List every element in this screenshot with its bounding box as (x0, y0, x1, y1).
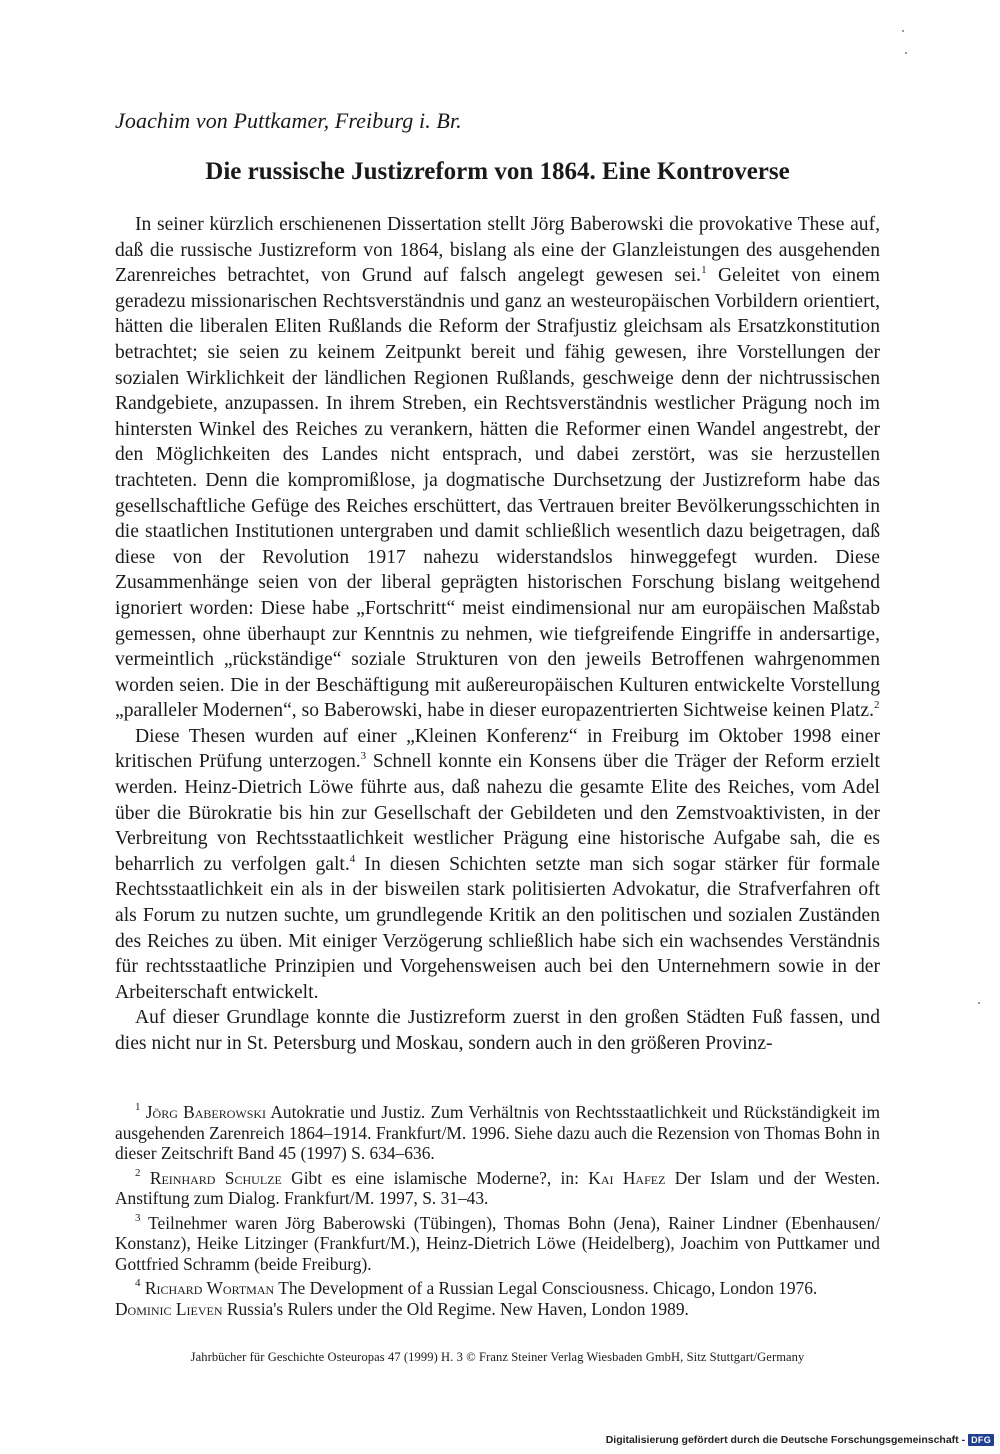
footnote-ref-3: 3 (360, 750, 367, 763)
footnote-1 (115, 1102, 880, 1164)
footnote-2 (115, 1168, 880, 1209)
footnote-author: Reinhard Schulze (149, 1167, 282, 1188)
paragraph-3: Auf dieser Grundlage konnte die Justizreform zuerst in den großen Städten Fuß fassen, und dies nicht nur in St. Petersburg und Moskau, sondern auch in den größeren Provinz- (115, 1007, 880, 1054)
footnote-text-2: Der Islam und der Westen. Anstiftung zum Dialog. Frankfurt/M. 1997, S. 31–43. (115, 1167, 880, 1208)
footnote-number: 4 (135, 1277, 141, 1289)
footnote-text: Gibt es eine islamische Moderne?, in: (281, 1167, 589, 1188)
footnote-author-2: Dominic Lieven (115, 1298, 223, 1319)
article-body (115, 212, 880, 1057)
dfg-logo-icon: DFG (968, 1434, 994, 1446)
scan-speck (978, 1002, 980, 1004)
footnote-text-2: Russia's Rulers under the Old Regime. New Haven, London 1989. (222, 1298, 689, 1319)
paragraph-1-text-a: In seiner kürzlich erschienenen Dissertation stellt Jörg Baberowski die provokative These auf, daß die russische Justizreform von 1864, bislang als eine der Glanzleistungen des ausgehenden Zarenreiches betrachtet, von Grund auf falsch angelegt gewesen sei. (115, 214, 880, 287)
scan-speck (902, 30, 904, 32)
author-line: Joachim von Puttkamer, Freiburg i. Br. (115, 108, 462, 133)
scan-speck (905, 52, 907, 54)
paragraph-1 (115, 212, 880, 724)
footnote-author-2: Kai Hafez (588, 1167, 666, 1188)
footnote-text: Autokratie und Justiz. Zum Verhältnis von Rechtsstaatlichkeit und Rückständigkeit im ausgehenden Zarenreich 1864–1914. Frankfurt/M. 1996. Siehe dazu auch die Rezension von Thomas Bohn in dieser Zeitschrift Band 45 (1997) S. 634–636. (115, 1102, 880, 1163)
footnote-ref-4: 4 (349, 852, 356, 865)
digitization-credit (606, 1434, 994, 1446)
paragraph-2 (115, 724, 880, 1006)
footnotes (115, 1102, 880, 1323)
paragraph-2-text-b: Schnell konnte ein Konsens über die Träger der Reform erzielt werden. Heinz-Dietrich Löwe führte aus, daß nahezu die gesamte Elite des Reiches, vom Adel über die Bürokratie bis hin zur Gesellschaft der Gebildeten und den Zemstvoaktivisten, in der Verbreitung von Rechtsstaatlichkeit westlicher Prägung eine historische Aufgabe sah, die es beharrlich zu verfolgen galt. (115, 751, 880, 875)
digitization-credit-text: Digitalisierung gefördert durch die Deutsche Forschungsgemeinschaft - (605, 1434, 966, 1446)
paragraph-2-text-a: Diese Thesen wurden auf einer „Kleinen Konferenz“ in Freiburg im Oktober 1998 einer kritischen Prüfung unterzogen. (115, 725, 880, 773)
footnote-3 (115, 1213, 880, 1275)
paragraph-1-text-b: Geleitet von einem geradezu missionarischen Rechtsverständnis und ganz an westeuropäischen Vorbildern orientiert, hätten die liberalen Eliten Rußlands die Reform der Strafjustiz gleichsam als Ersatzkonstitution betrachtet; sie seien zu keinem Zeitpunkt bereit und fähig gewesen, ihre Vorstellungen der sozialen Wirklichkeit der ländlichen Regionen Rußlands, geschweige denn der nichtrussischen Randgebiete, anzupassen. In ihrem Streben, ein Rechtsverständnis westlicher Prägung noch im hintersten Winkel des Reiches zu verankern, hätten die Reformer einen Wandel angestrebt, der den Möglichkeiten des Landes nicht entsprach, und dabei zerstört, was sie herzustellen trachteten. Denn die kompromißlose, ja dogmatische Durchsetzung der Justizreform habe das gesellschaftliche Gefüge des Reiches erschüttert, das Vertrauen breiter Bevölkerungsschichten in die staatlichen Institutionen untergraben und damit schließlich wesentlich dazu beigetragen, daß diese von der Revolution 1917 nahezu widerstandslos hinweggefegt wurden. Diese Zusammenhänge seien von der liberal geprägten historischen Forschung bislang weitgehend ignoriert worden: Diese habe „Fortschritt“ meist eindimensional nur am europäischen Maßstab gemessen, ohne überhaupt zur Kenntnis zu nehmen, wie tiefgreifende Eingriffe in andersartige, vermeintlich „rückständige“ soziale Strukturen von den jeweils Betroffenen wahrgenommen worden seien. Die in der Beschäftigung mit außereuropäischen Kulturen entwickelte Vorstellung „paralleler Modernen“, so Baberowski, habe in dieser europazentrierten Sichtweise keinen Platz. (115, 265, 880, 722)
article-title: Die russische Justizreform von 1864. Eine Kontroverse (205, 158, 790, 185)
footnote-author: Richard Wortman (144, 1278, 275, 1298)
journal-footer: Jahrbücher für Geschichte Osteuropas 47 (1999) H. 3 © Franz Steiner Verlag Wiesbaden GmbH, Sitz Stuttgart/Germany (190, 1350, 805, 1364)
footnote-number: 3 (135, 1211, 141, 1224)
footnote-text: Teilnehmer waren Jörg Baberowski (Tübingen), Thomas Bohn (Jena), Rainer Lindner (Ebenhausen/ Konstanz), Heike Litzinger (Frankfurt/M.), Heinz-Dietrich Löwe (Heidelberg), Joachim von Puttkamer und Gottfried Schramm (beide Freiburg). (115, 1212, 880, 1274)
footnote-ref-1: 1 (701, 264, 707, 277)
paragraph-2-text-c: In diesen Schichten setzte man sich sogar stärker für formale Rechtsstaatlichkeit ein als in der bisweilen stark politisierten Advokatur, die Strafverfahren oft als Forum zu nutzen suchte, um grundlegende Kritik an den politischen und sozialen Zuständen des Reiches zu üben. Mit einiger Verzögerung schließlich habe sich ein wachsendes Verständnis für rechtsstaatliche Prinzipien und Vorgehensweisen auch bei den Unternehmern sowie in der Arbeiterschaft entwickelt. (115, 853, 880, 1003)
footnote-number: 2 (135, 1166, 141, 1179)
footnote-author: Jörg Baberowski (145, 1102, 267, 1122)
footnote-number: 1 (135, 1101, 141, 1113)
footnote-ref-2: 2 (873, 699, 880, 712)
footnote-4 (115, 1278, 880, 1319)
footnote-text: The Development of a Russian Legal Consciousness. Chicago, London 1976. (274, 1278, 818, 1298)
